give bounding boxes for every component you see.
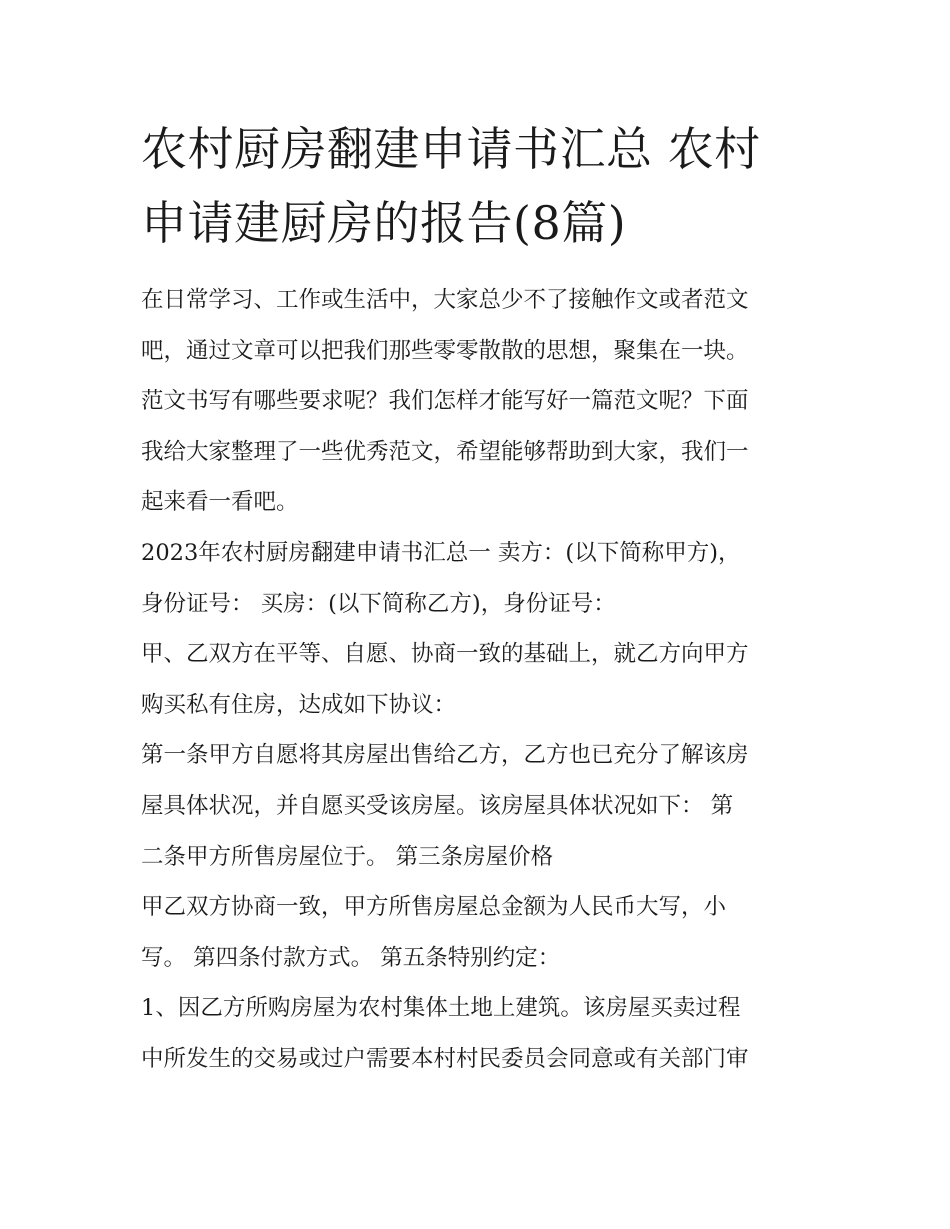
body-line: 我给大家整理了一些优秀范文，希望能够帮助到大家，我们一 [141, 438, 749, 465]
body-line: 写。 第四条付款方式。 第五条特别约定： [141, 944, 561, 971]
body-line: 1、因乙方所购房屋为农村集体土地上建筑。该房屋买卖过程 [141, 995, 741, 1022]
body-line: 购买私有住房，达成如下协议： [141, 691, 457, 718]
body-line: 中所发生的交易或过户需要本村村民委员会同意或有关部门审 [141, 1045, 749, 1072]
body-line: 身份证号： 买房：(以下简称乙方)，身份证号： [141, 590, 616, 617]
title-line: 申请建厨房的报告(8篇) [141, 196, 627, 250]
body-line: 吧，通过文章可以把我们那些零零散散的思想，聚集在一块。 [141, 337, 749, 364]
document-body [141, 275, 821, 1085]
body-line: 甲、乙双方在平等、自愿、协商一致的基础上，就乙方向甲方 [141, 641, 749, 668]
body-line: 2023年农村厨房翻建申请书汇总一 卖方：(以下简称甲方)， [141, 539, 741, 566]
body-line: 在日常学习、工作或生活中，大家总少不了接触作文或者范文 [141, 287, 749, 313]
body-line: 范文书写有哪些要求呢？我们怎样才能写好一篇范文呢？下面 [141, 388, 749, 415]
title-line: 农村厨房翻建申请书汇总 农村 [141, 122, 761, 176]
body-line: 第一条甲方自愿将其房屋出售给乙方，乙方也已充分了解该房 [141, 742, 749, 769]
body-line: 甲乙双方协商一致，甲方所售房屋总金额为人民币大写，小 [141, 894, 727, 921]
body-line: 起来看一看吧。 [141, 489, 299, 516]
body-line: 屋具体状况，并自愿买受该房屋。该房屋具体状况如下： 第 [141, 792, 734, 819]
body-line: 二条甲方所售房屋位于。 第三条房屋价格 [141, 843, 554, 870]
document-title [141, 112, 821, 260]
